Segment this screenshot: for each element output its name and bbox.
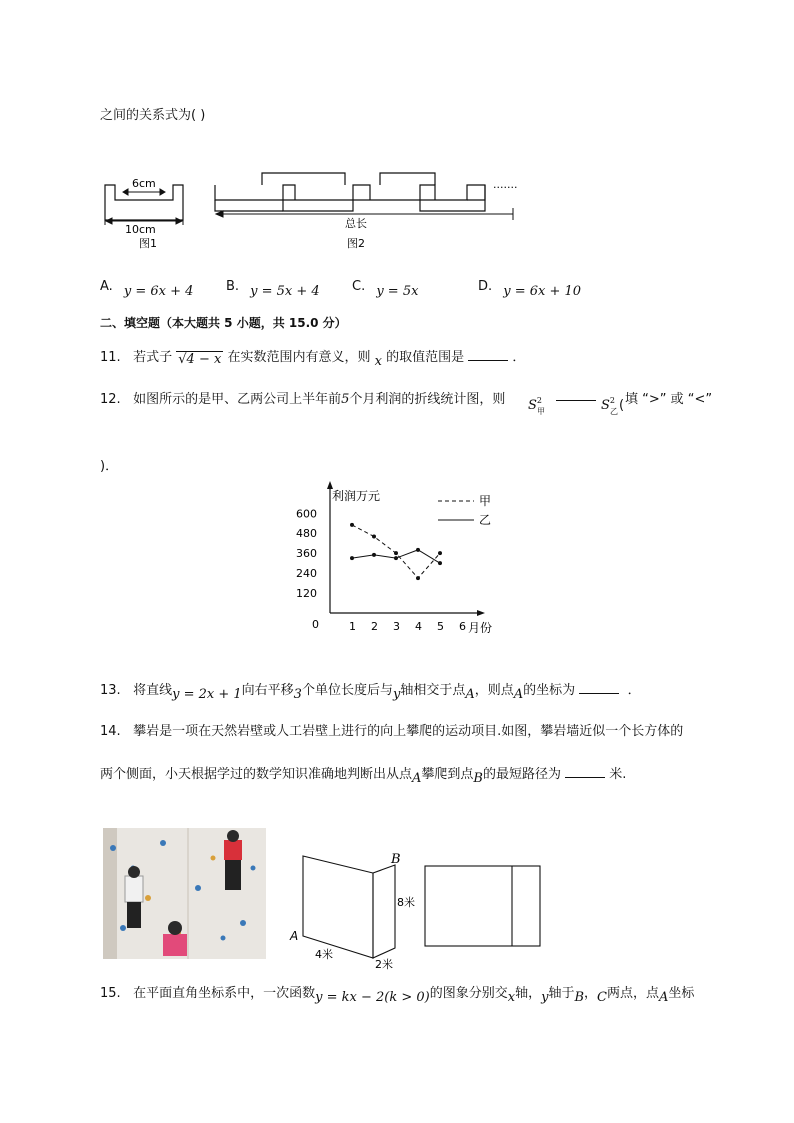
figure-1-top-dimension: 6cm bbox=[132, 177, 156, 190]
question-14-line-1 bbox=[100, 720, 683, 739]
question-12-fill-hint: 填 “>” 或 “<” bbox=[625, 392, 713, 407]
variance-symbol: S bbox=[528, 398, 537, 413]
point-label: B bbox=[574, 990, 585, 1005]
option-letter: B. bbox=[226, 279, 240, 294]
wall-3d-shape bbox=[303, 856, 395, 958]
question-text: 的最短路径为 bbox=[482, 767, 561, 782]
y-tick-label: 120 bbox=[296, 587, 317, 601]
answer-blank[interactable] bbox=[579, 681, 619, 694]
question-text: 坐标 bbox=[668, 986, 695, 1001]
function-expression: y = kx − 2(k > 0) bbox=[315, 990, 430, 1005]
question-number: 12. bbox=[100, 392, 121, 407]
chart-legend bbox=[438, 494, 491, 527]
option-letter: C. bbox=[352, 279, 366, 294]
line-equation: y = 2x + 1 bbox=[172, 687, 242, 702]
point-b-label: B bbox=[391, 852, 401, 867]
answer-blank[interactable] bbox=[565, 765, 605, 778]
wall-unfolded-shape bbox=[425, 866, 540, 946]
y-tick-label: 480 bbox=[296, 527, 317, 541]
variance-exponent: 2 bbox=[609, 396, 615, 405]
y-tick-label: 360 bbox=[296, 547, 317, 561]
question-text: 在实数范围内有意义，则 bbox=[227, 350, 371, 365]
variance-exponent: 2 bbox=[536, 396, 542, 405]
figure-1-bottom-dimension: 10cm bbox=[125, 223, 156, 236]
figure-1-2 bbox=[95, 165, 535, 260]
question-text: 的坐标为 bbox=[523, 683, 576, 698]
legend-label: 乙 bbox=[479, 513, 492, 527]
x-tick-label: 6 bbox=[459, 620, 466, 633]
data-point bbox=[438, 561, 442, 565]
figure-1-shape bbox=[105, 185, 183, 220]
question-text: 的取值范围是 bbox=[386, 350, 465, 365]
x-tick-label: 1 bbox=[349, 620, 356, 633]
question-number: 14. bbox=[100, 724, 121, 739]
question-number: 15. bbox=[100, 986, 121, 1001]
number: 5 bbox=[341, 392, 350, 407]
variable: y bbox=[392, 687, 401, 702]
variable: y bbox=[541, 990, 549, 1005]
point-label: A bbox=[412, 771, 422, 786]
chart-series bbox=[350, 523, 442, 580]
y-tick-label: 240 bbox=[296, 567, 317, 581]
radical-content: 4 − x bbox=[186, 352, 222, 367]
radical-expression: √4 − x bbox=[178, 352, 222, 367]
x-tick-label: 3 bbox=[393, 620, 400, 633]
y-tick-label: 600 bbox=[296, 507, 317, 521]
point-label: A bbox=[659, 990, 669, 1005]
question-number: 13. bbox=[100, 683, 121, 698]
answer-blank[interactable] bbox=[556, 400, 596, 401]
question-11 bbox=[100, 346, 526, 369]
x-tick-label: 4 bbox=[415, 620, 422, 633]
question-text: ． bbox=[627, 683, 641, 698]
option-a bbox=[100, 275, 194, 299]
data-point bbox=[350, 556, 354, 560]
question-13 bbox=[100, 679, 641, 702]
figure-2-caption: 图2 bbox=[347, 237, 365, 250]
question-text: 轴， bbox=[515, 986, 542, 1001]
question-text: 攀爬到点 bbox=[421, 767, 474, 782]
climbing-wall-figure bbox=[285, 848, 545, 973]
figure-2-chain-shape bbox=[215, 173, 485, 211]
variable: x bbox=[507, 990, 516, 1005]
option-letter: A. bbox=[100, 279, 113, 294]
option-expression: y = 5x bbox=[376, 284, 419, 299]
point-label: B bbox=[473, 771, 483, 786]
data-point bbox=[416, 548, 420, 552]
depth-label: 2米 bbox=[375, 958, 393, 971]
point-label: A bbox=[465, 687, 475, 702]
x-tick-label: 2 bbox=[371, 620, 378, 633]
data-point bbox=[438, 551, 442, 555]
figure-1-caption: 图1 bbox=[139, 237, 157, 250]
question-12-line-1 bbox=[100, 388, 505, 407]
point-a-label: A bbox=[290, 929, 299, 943]
x-tick-label: 5 bbox=[437, 620, 444, 633]
option-d bbox=[478, 275, 582, 299]
variable: x bbox=[374, 354, 382, 369]
question-text: ( bbox=[619, 398, 625, 413]
answer-blank[interactable] bbox=[468, 348, 508, 361]
question-text: 个月利润的折线统计图，则 bbox=[349, 392, 506, 407]
figure-2-ellipsis: ······· bbox=[493, 181, 518, 194]
point-label: C bbox=[597, 990, 607, 1005]
question-15 bbox=[100, 982, 695, 1005]
question-text: 两点，点 bbox=[606, 986, 659, 1001]
question-text: 将直线 bbox=[133, 683, 173, 698]
option-letter: D. bbox=[478, 279, 493, 294]
point-label: A bbox=[513, 687, 524, 702]
data-point bbox=[416, 576, 420, 580]
origin-label: 0 bbox=[312, 618, 319, 631]
question-text: 轴于 bbox=[548, 986, 575, 1001]
question-text: 攀岩是一项在天然岩壁或人工岩壁上进行的向上攀爬的运动项目.如图，攀岩墙近似一个长方体的 bbox=[133, 724, 684, 739]
x-axis-label: 月份 bbox=[468, 621, 493, 635]
profit-line-chart bbox=[290, 478, 520, 643]
question-text: 轴相交于点 bbox=[400, 683, 466, 698]
question-text: 在平面直角坐标系中，一次函数 bbox=[133, 986, 316, 1001]
y-axis-arrow bbox=[327, 481, 333, 489]
question-text: ，则点 bbox=[474, 683, 514, 698]
question-14-line-2 bbox=[100, 763, 627, 786]
question-intro-line: 之间的关系式为( ) bbox=[100, 108, 206, 123]
height-label: 8米 bbox=[397, 896, 415, 909]
question-number: 11. bbox=[100, 350, 121, 365]
option-b bbox=[226, 275, 320, 299]
question-text: 米. bbox=[609, 767, 627, 782]
question-text: 如图所示的是甲、乙两公司上半年前 bbox=[133, 392, 342, 407]
question-12-close: )． bbox=[100, 459, 119, 474]
width-label: 4米 bbox=[315, 948, 333, 961]
option-expression: y = 5x + 4 bbox=[250, 284, 320, 299]
section-header: 二、填空题（本大题共 5 小题，共 15.0 分） bbox=[100, 316, 347, 330]
option-expression: y = 6x + 10 bbox=[503, 284, 582, 299]
question-text: ． bbox=[512, 350, 526, 365]
climbing-photo bbox=[103, 828, 266, 959]
option-expression: y = 6x + 4 bbox=[123, 284, 194, 299]
variance-subscript: 甲 bbox=[537, 407, 545, 416]
data-point bbox=[394, 551, 398, 555]
option-c bbox=[352, 275, 419, 299]
data-point bbox=[394, 556, 398, 560]
question-text: 个单位长度后与 bbox=[301, 683, 393, 698]
y-axis-label: 利润万元 bbox=[332, 489, 381, 503]
question-text: 向右平移 bbox=[241, 683, 294, 698]
data-point bbox=[372, 553, 376, 557]
question-text: ， bbox=[584, 986, 598, 1001]
data-point bbox=[372, 535, 376, 539]
climbing-photo-illustration bbox=[103, 828, 266, 959]
variance-symbol: S bbox=[601, 398, 610, 413]
question-text: 若式子 bbox=[133, 350, 173, 365]
legend-label: 甲 bbox=[479, 494, 492, 508]
data-point bbox=[350, 523, 354, 527]
x-axis-arrow bbox=[477, 610, 485, 616]
question-text: 两个侧面，小天根据学过的数学知识准确地判断出从点 bbox=[100, 767, 413, 782]
variance-jia bbox=[528, 396, 550, 416]
question-text: 的图象分别交 bbox=[429, 986, 508, 1001]
figure-2-total-length-label: 总长 bbox=[345, 217, 367, 230]
number: 3 bbox=[293, 687, 302, 702]
variance-subscript: 乙 bbox=[610, 407, 618, 416]
